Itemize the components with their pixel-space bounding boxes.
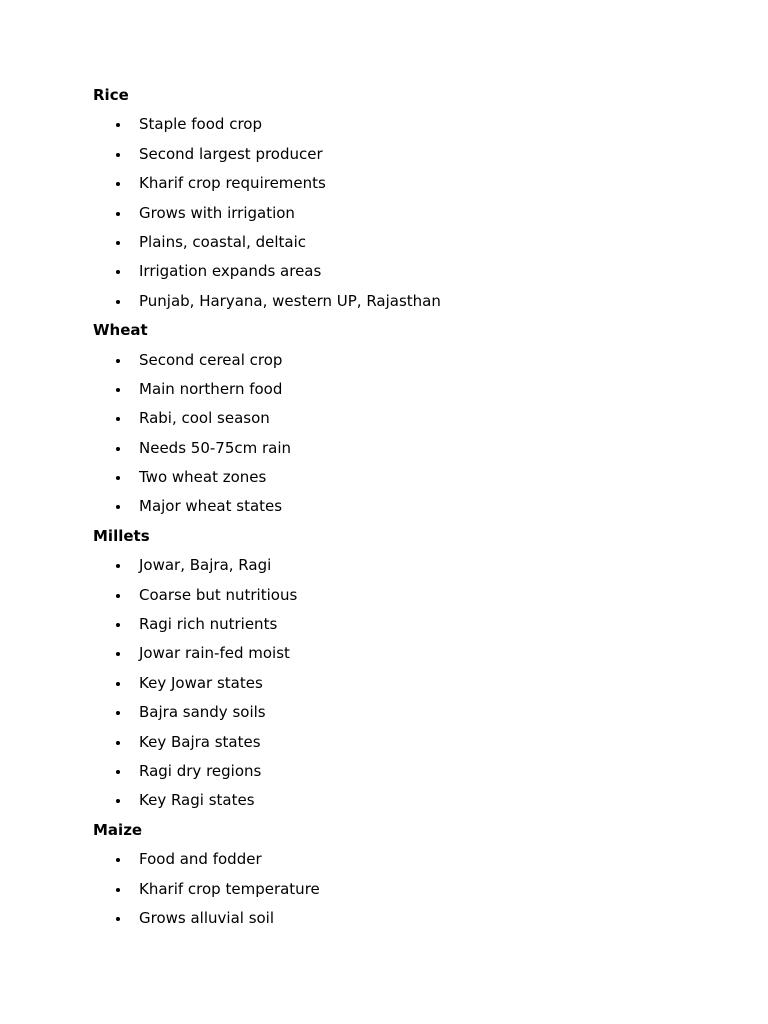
list-item bbox=[93, 698, 713, 727]
section-heading: Maize bbox=[93, 820, 143, 839]
list-item bbox=[93, 492, 713, 521]
list-item-text: Key Bajra states bbox=[139, 732, 261, 751]
list-item-text: Rabi, cool season bbox=[139, 409, 270, 428]
list-item-text: Ragi dry regions bbox=[139, 761, 262, 780]
bullet-icon bbox=[116, 682, 120, 686]
list-item bbox=[93, 463, 713, 492]
bullet-icon bbox=[116, 917, 120, 921]
list-item-text: Coarse but nutritious bbox=[139, 585, 298, 604]
bullet-list bbox=[93, 551, 713, 816]
list-item-text: Staple food crop bbox=[139, 115, 262, 134]
list-item-text: Key Ragi states bbox=[139, 791, 255, 810]
document-page bbox=[93, 81, 713, 933]
section-maize bbox=[93, 816, 713, 934]
bullet-list bbox=[93, 346, 713, 522]
list-item-text: Punjab, Haryana, western UP, Rajasthan bbox=[139, 291, 441, 310]
list-item bbox=[93, 375, 713, 404]
section-rice bbox=[93, 81, 713, 316]
list-item bbox=[93, 610, 713, 639]
list-item bbox=[93, 639, 713, 668]
list-item-text: Grows alluvial soil bbox=[139, 908, 275, 927]
list-item bbox=[93, 228, 713, 257]
bullet-icon bbox=[116, 711, 120, 715]
bullet-icon bbox=[116, 417, 120, 421]
list-item bbox=[93, 257, 713, 286]
list-item bbox=[93, 904, 713, 933]
bullet-icon bbox=[116, 153, 120, 157]
bullet-icon bbox=[116, 564, 120, 568]
bullet-icon bbox=[116, 505, 120, 509]
list-item-text: Two wheat zones bbox=[139, 468, 267, 487]
list-item bbox=[93, 434, 713, 463]
list-item bbox=[93, 404, 713, 433]
bullet-icon bbox=[116, 212, 120, 216]
list-item bbox=[93, 169, 713, 198]
list-item-text: Plains, coastal, deltaic bbox=[139, 232, 307, 251]
bullet-icon bbox=[116, 888, 120, 892]
list-item-text: Kharif crop requirements bbox=[139, 174, 326, 193]
list-item bbox=[93, 346, 713, 375]
bullet-icon bbox=[116, 123, 120, 127]
list-item-text: Main northern food bbox=[139, 379, 283, 398]
list-item bbox=[93, 875, 713, 904]
list-item bbox=[93, 581, 713, 610]
list-item bbox=[93, 110, 713, 139]
bullet-icon bbox=[116, 447, 120, 451]
list-item bbox=[93, 287, 713, 316]
list-item-text: Needs 50-75cm rain bbox=[139, 438, 292, 457]
list-item-text: Jowar rain-fed moist bbox=[139, 644, 290, 663]
bullet-icon bbox=[116, 300, 120, 304]
list-item bbox=[93, 199, 713, 228]
section-millets bbox=[93, 522, 713, 816]
section-heading: Rice bbox=[93, 86, 129, 104]
list-item-text: Jowar, Bajra, Ragi bbox=[139, 556, 272, 575]
bullet-icon bbox=[116, 652, 120, 656]
list-item-text: Irrigation expands areas bbox=[139, 262, 322, 281]
bullet-icon bbox=[116, 270, 120, 274]
list-item bbox=[93, 786, 713, 815]
bullet-icon bbox=[116, 388, 120, 392]
list-item-text: Key Jowar states bbox=[139, 673, 263, 692]
list-item-text: Second cereal crop bbox=[139, 350, 283, 369]
section-heading: Wheat bbox=[93, 321, 148, 340]
bullet-icon bbox=[116, 182, 120, 186]
bullet-icon bbox=[116, 241, 120, 245]
list-item-text: Major wheat states bbox=[139, 497, 283, 516]
list-item bbox=[93, 669, 713, 698]
list-item-text: Second largest producer bbox=[139, 144, 323, 163]
list-item-text: Ragi rich nutrients bbox=[139, 615, 278, 634]
bullet-icon bbox=[116, 741, 120, 745]
bullet-icon bbox=[116, 858, 120, 862]
list-item-text: Kharif crop temperature bbox=[139, 879, 320, 898]
list-item-text: Bajra sandy soils bbox=[139, 703, 266, 722]
bullet-icon bbox=[116, 359, 120, 363]
list-item-text: Grows with irrigation bbox=[139, 203, 295, 222]
bullet-icon bbox=[116, 623, 120, 627]
list-item-text: Food and fodder bbox=[139, 850, 262, 869]
list-item bbox=[93, 140, 713, 169]
bullet-icon bbox=[116, 594, 120, 598]
list-item bbox=[93, 551, 713, 580]
list-item bbox=[93, 845, 713, 874]
section-heading: Millets bbox=[93, 526, 150, 545]
list-item bbox=[93, 728, 713, 757]
section-wheat bbox=[93, 316, 713, 522]
bullet-icon bbox=[116, 770, 120, 774]
bullet-list bbox=[93, 110, 713, 316]
bullet-list bbox=[93, 845, 713, 933]
bullet-icon bbox=[116, 799, 120, 803]
list-item bbox=[93, 757, 713, 786]
bullet-icon bbox=[116, 476, 120, 480]
